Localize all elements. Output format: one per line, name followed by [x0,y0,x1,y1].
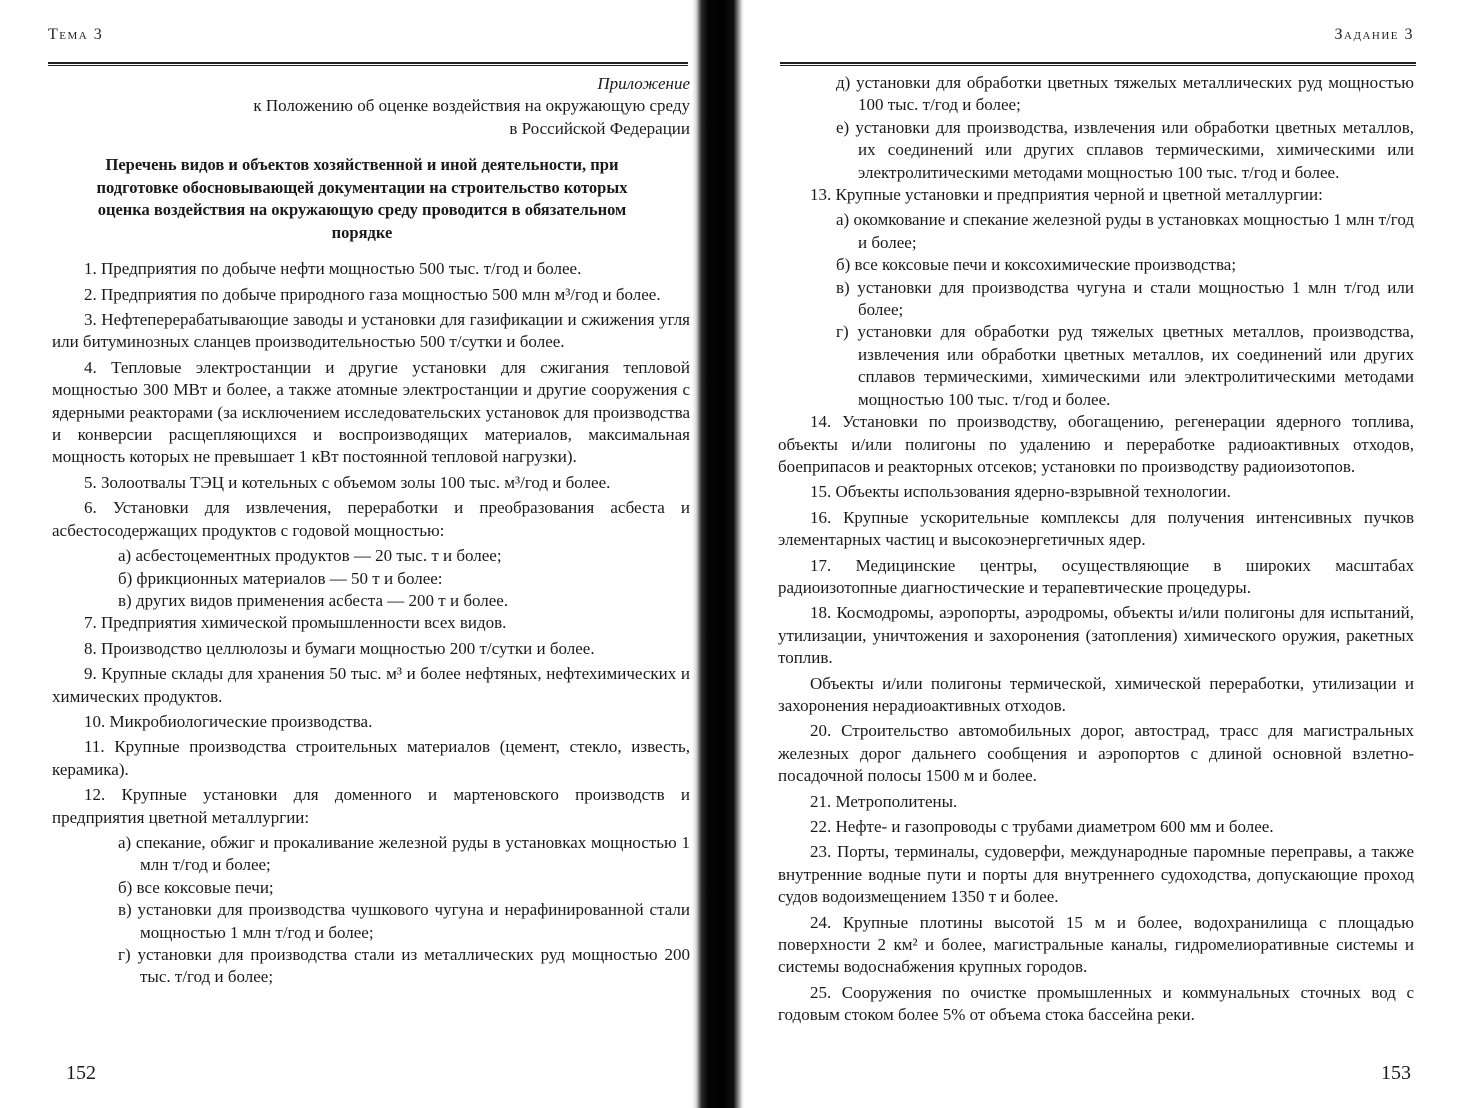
list-item: 13. Крупные установки и предприятия черной и цветной металлургии: [810,185,1323,205]
list-item: 10. Микробиологические производства. [84,711,373,731]
page-number-right: 153 [1381,1062,1411,1084]
left-page-body [52,73,690,989]
list-item: 5. Золоотвалы ТЭЦ и котельных с объемом золы 100 тыс. м³/год и более. [84,472,611,492]
list-item: 12. Крупные установки для доменного и мартеновского производств и предприятия цветной металлургии: [52,785,690,827]
running-header-left: Тема 3 [48,26,104,43]
running-header-right: Задание 3 [1334,26,1414,43]
header-rule-right [780,62,1416,66]
list-subitem: а) спекание, обжиг и прокаливание железной руды в установках мощностью 1 млн т/год и более; [118,832,690,875]
list-item: 21. Метрополитены. [810,791,958,811]
list-subitem: в) установки для производства чугуна и стали мощностью 1 млн т/год или более; [836,277,1414,320]
list-item: 3. Нефтеперерабатывающие заводы и установки для газификации и сжижения угля или битуминозных сланцев производительностью 500 т/сутки и более. [52,310,690,352]
list-item: 22. Нефте- и газопроводы с трубами диаметром 600 мм и более. [810,817,1274,836]
appendix-title: Приложение [597,74,690,93]
appendix-line: к Положению об оценке воздействия на окружающую среду [253,96,690,116]
list-subitem: б) все коксовые печи; [118,877,274,897]
list-subitem: а) окомкование и спекание железной руды в установках мощностью 1 млн т/год и более; [836,210,1414,252]
list-item: 24. Крупные плотины высотой 15 м и более, водохранилища с площадью поверхности 2 км² и более, магистральные каналы, гидромелиоративные системы и системы водоснабжения крупных городов. [778,912,1414,977]
page-number-left: 152 [66,1062,96,1084]
list-subitem: в) других видов применения асбеста — 200 т и более. [118,590,509,610]
list-subitem: е) установки для производства, извлечения или обработки цветных металлов, их соединений или других сплавов термическими, химическими или электролитическими методами мощностью 100 тыс. т/год и более. [836,117,1414,182]
list-item: 23. Порты, терминалы, судоверфи, международные паромные переправы, а также внутренние водные пути и порты для внутреннего судоходства, допускающие проход судов водоизмещением 1350 т и более. [778,842,1414,907]
list-item: 11. Крупные производства строительных материалов (цемент, стекло, известь, керамика). [52,737,690,779]
list-subitem: г) установки для обработки руд тяжелых цветных металлов, производства, извлечения или обработки цветных металлов, их соединений или других сплавов термическими, химическими или электролитическими методами мощностью 100 тыс. т/год и более. [836,322,1414,409]
list-item: 1. Предприятия по добыче нефти мощностью 500 тыс. т/год и более. [84,259,582,279]
list-item: 6. Установки для извлечения, переработки и преобразования асбеста и асбестосодержащих продуктов с годовой мощностью: [52,498,690,540]
list-item: 4. Тепловые электростанции и другие установки для сжигания тепловой мощностью 300 МВт и более, а также атомные электростанции и другие сооружения с ядерными реакторами (за исключением исследовательских установок для производства и конверсии расщепляющихся и воспроизводящих материалов, максимальная мощность которых не превышает 1 кВт постоянной тепловой нагрузки). [52,357,690,467]
list-subitem: б) фрикционных материалов — 50 т и более: [118,568,443,588]
list-item: 2. Предприятия по добыче природного газа мощностью 500 млн м³/год и более. [84,284,661,304]
list-item: 20. Строительство автомобильных дорог, автострад, трасс для магистральных железных дорог дальнего сообщения и аэропортов с длиной основной взлетно-посадочной полосы 1500 м и более. [778,721,1414,786]
list-subitem: б) все коксовые печи и коксохимические производства; [836,255,1237,275]
header-rule-left [48,62,688,66]
list-item: 15. Объекты использования ядерно-взрывной технологии. [810,482,1231,502]
appendix-block [52,73,690,140]
list-subitem: в) установки для производства чушкового чугуна и нерафинированной стали мощностью 1 млн т/год и более; [118,900,690,942]
list-subitem: д) установки для обработки цветных тяжелых металлических руд мощностью 100 тыс. т/год и более; [836,73,1414,115]
list-heading: Перечень видов и объектов хозяйственной и иной деятельности, при подготовке обосновывающей документации на строительство которых оценка воздействия на окружающую среду проводится в обязательном порядке [96,155,628,242]
right-page-body [778,72,1414,1030]
list-item: Объекты и/или полигоны термической, химической переработки, утилизации и захоронения нерадиоактивных отходов. [778,673,1414,715]
list-item: 25. Сооружения по очистке промышленных и коммунальных сточных вод с годовым стоком более 5% от объема стока бассейна реки. [778,982,1414,1025]
list-subitem: а) асбестоцементных продуктов — 20 тыс. т и более; [118,546,502,566]
appendix-line: в Российской Федерации [509,118,690,138]
list-item: 9. Крупные склады для хранения 50 тыс. м³ и более нефтяных, нефтехимических и химических продуктов. [52,664,690,706]
list-item: 8. Производство целлюлозы и бумаги мощностью 200 т/сутки и более. [84,638,595,658]
list-subitem: г) установки для производства стали из металлических руд мощностью 200 тыс. т/год и более; [118,945,690,987]
book-spine-shadow [692,0,744,1108]
list-item: 17. Медицинские центры, осуществляющие в широких масштабах радиоизотопные диагностические и терапевтические процедуры. [778,555,1414,597]
list-item: 16. Крупные ускорительные комплексы для получения интенсивных пучков элементарных частиц и высокоэнергетичных ядер. [778,507,1414,550]
list-item: 18. Космодромы, аэропорты, аэродромы, объекты и/или полигоны для испытаний, утилизации, уничтожения и захоронения (затопления) химического оружия, ракетных топлив. [778,603,1414,668]
left-page [0,0,712,1108]
list-item: 7. Предприятия химической промышленности всех видов. [84,613,507,633]
list-item: 14. Установки по производству, обогащению, регенерации ядерного топлива, объекты и/или полигоны по удалению и переработке радиоактивных отходов, боеприпасов и реакторных отсеков; установки по производству радиоизотопов. [778,412,1414,476]
right-page [742,0,1459,1108]
